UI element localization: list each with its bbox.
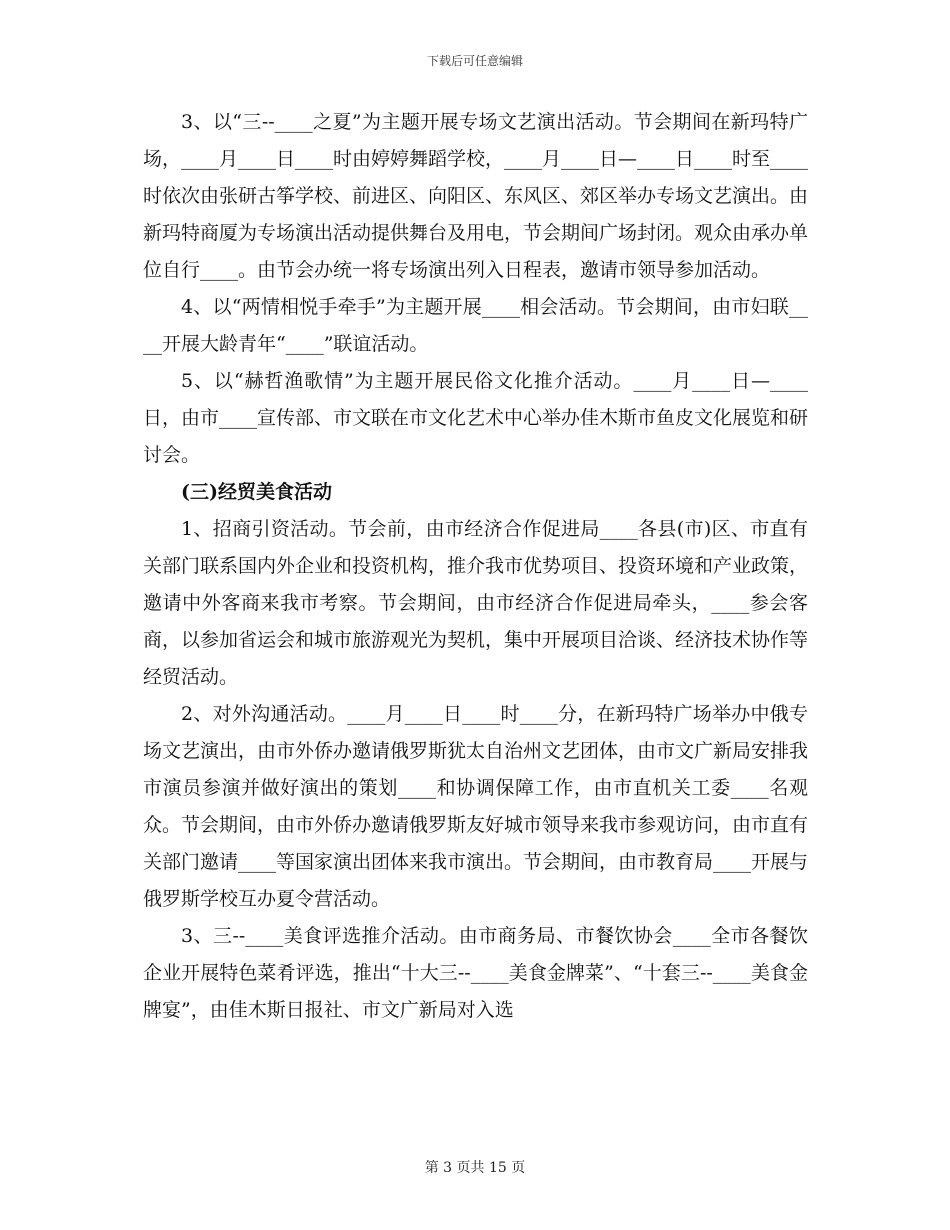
paragraph-item-5: 5、以“赫哲渔歌情”为主题开展民俗文化推介活动。____月____日—____日，由市____宣传部、市文联在市文化艺术中心举办佳木斯市鱼皮文化展览和研讨会。 <box>143 370 809 466</box>
paragraph-item-4: 4、以“两情相悦手牵手”为主题开展____相会活动。节会期间，由市妇联____开展大龄青年“____”联谊活动。 <box>143 296 808 355</box>
section-heading: (三)经贸美食活动 <box>181 481 332 503</box>
document-body <box>143 104 808 1029</box>
page-number: 第 3 页共 15 页 <box>424 1160 526 1176</box>
paragraph-item-3: 3、以“三--____之夏”为主题开展专场文艺演出活动。节会期间在新玛特广场，____月____日____时由婷婷舞蹈学校，____月____日—____日____时至____时依次由张研古筝学校、前进区、向阳区、东风区、郊区举办专场文艺演出。由新玛特商厦为专场演出活动提供舞台及用电，节会期间广场封闭。观众由承办单位自行____。由节会办统一将专场演出列入日程表，邀请市领导参加活动。 <box>143 111 809 281</box>
section-paragraph-1: 1、招商引资活动。节会前，由市经济合作促进局____各县(市)区、市直有关部门联系国内外企业和投资机构，推介我市优势项目、投资环境和产业政策，邀请中外客商来我市考察。节会期间，由市经济合作促进局牵头，____参会客商，以参加省运会和城市旅游观光为契机，集中开展项目洽谈、经济技术协作等经贸活动。 <box>143 518 809 688</box>
section-paragraph-2: 2、对外沟通活动。____月____日____时____分，在新玛特广场举办中俄专场文艺演出，由市外侨办邀请俄罗斯犹太自治州文艺团体，由市文广新局安排我市演员参演并做好演出的策划____和协调保障工作，由市直机关工委____名观众。节会期间，由市外侨办邀请俄罗斯友好城市领导来我市参观访问，由市直有关部门邀请____等国家演出团体来我市演出。节会期间，由市教育局____开展与俄罗斯学校互办夏令营活动。 <box>143 703 809 910</box>
section-paragraph-3: 3、三--____美食评选推介活动。由市商务局、市餐饮协会____全市各餐饮企业开展特色菜肴评选，推出“十大三--____美食金牌菜”、“十套三--____美食金牌宴”，由佳木斯日报社、市文广新局对入选 <box>143 925 808 1021</box>
page-header-note: 下载后可任意编辑 <box>426 54 523 68</box>
